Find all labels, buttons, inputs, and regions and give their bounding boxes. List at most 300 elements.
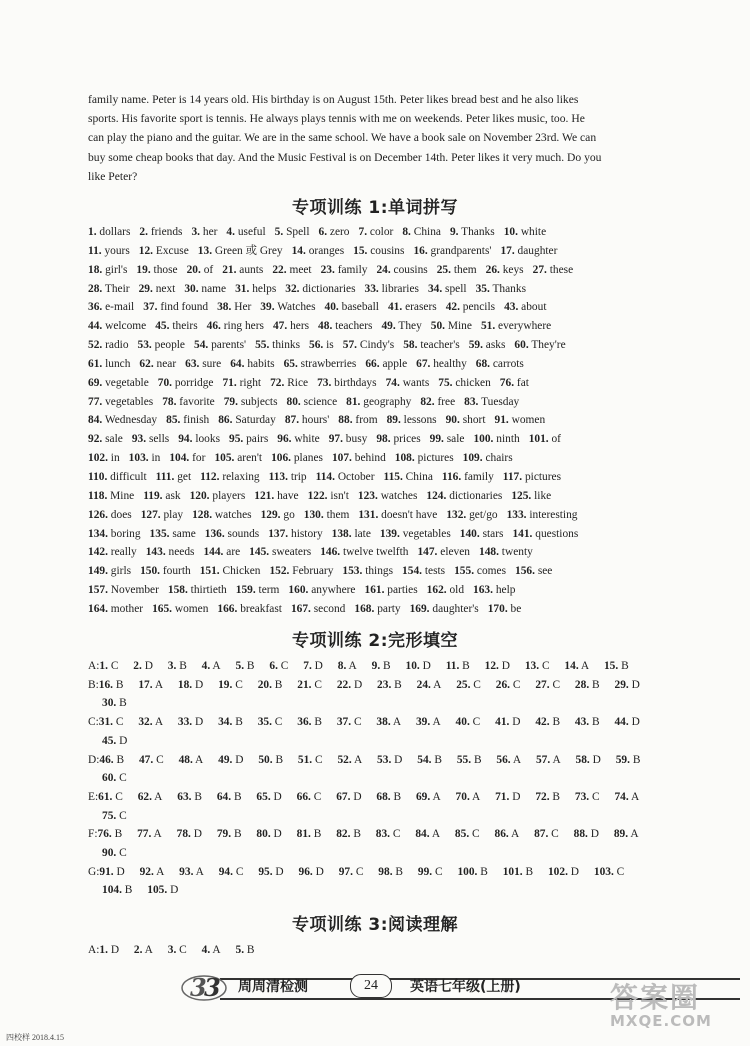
- answer-item: [507, 509, 578, 521]
- choice-number: 68.: [376, 790, 391, 803]
- answer-word: Tuesday: [481, 395, 520, 408]
- answer-word: girls: [110, 565, 132, 578]
- choice-letter: C: [115, 716, 124, 729]
- answer-group: [88, 863, 678, 900]
- answer-item: [185, 358, 221, 370]
- choice-number: 88.: [573, 828, 588, 841]
- choice-item: [99, 866, 124, 878]
- answer-number: 15.: [353, 244, 368, 257]
- answer-word: February: [292, 565, 334, 578]
- answer-word: Wednesday: [104, 414, 158, 427]
- answer-number: 143.: [145, 546, 166, 559]
- choice-number: 57.: [535, 753, 551, 766]
- choice-item: [535, 679, 560, 691]
- answer-number: 150.: [140, 565, 160, 578]
- choice-number: 42.: [535, 716, 550, 729]
- choice-letter: B: [394, 678, 402, 691]
- answer-word: ask: [165, 489, 181, 502]
- answer-number: 168.: [354, 602, 375, 615]
- answer-word: like: [534, 489, 552, 502]
- answer-item: [273, 320, 309, 332]
- answer-number: 68.: [475, 357, 491, 370]
- answer-word: twelve twelfth: [342, 546, 409, 559]
- answer-item: [500, 377, 529, 389]
- choice-item: [297, 791, 322, 803]
- choice-letter: D: [353, 678, 363, 691]
- answer-item: [437, 264, 477, 276]
- answer-item: [463, 452, 513, 464]
- choice-item: [297, 828, 322, 840]
- answer-number: 147.: [417, 546, 438, 559]
- answer-item: [426, 490, 502, 502]
- answer-item: [329, 433, 368, 445]
- answer-word: finish: [183, 414, 210, 427]
- answer-row: [88, 223, 678, 242]
- answer-number: 119.: [143, 489, 163, 502]
- answer-word: chairs: [485, 452, 513, 465]
- answer-item: [319, 226, 350, 238]
- answer-item: [476, 283, 526, 295]
- answer-word: thinks: [272, 339, 301, 352]
- choice-item: [134, 944, 153, 956]
- answer-item: [346, 396, 411, 408]
- answer-item: [88, 301, 134, 313]
- answer-number: 81.: [346, 395, 361, 408]
- footer-book-title: 英语七年级(上册): [410, 979, 521, 995]
- answer-item: [473, 584, 515, 596]
- choice-number: 49.: [218, 753, 233, 766]
- choice-number: 67.: [336, 790, 351, 803]
- answer-word: behind: [354, 452, 386, 465]
- choice-letter: C: [235, 865, 244, 878]
- answer-word: grandparents': [430, 244, 492, 257]
- answer-number: 128.: [192, 508, 213, 521]
- choice-number: 94.: [218, 865, 233, 878]
- choice-item: [298, 754, 323, 766]
- choice-letter: D: [193, 828, 202, 841]
- answer-number: 75.: [438, 376, 453, 389]
- choice-item: [178, 716, 203, 728]
- answer-number: 41.: [387, 301, 403, 314]
- answer-number: 127.: [140, 508, 161, 521]
- answer-word: doesn't have: [381, 508, 438, 521]
- answer-row: [88, 317, 678, 336]
- answer-number: 56.: [309, 339, 324, 352]
- answer-number: 133.: [506, 508, 527, 521]
- answer-item: [420, 396, 455, 408]
- intro-line: like Peter?: [88, 169, 138, 183]
- choice-item: [202, 944, 221, 956]
- choice-item: [337, 716, 362, 728]
- choice-letter: C: [235, 678, 243, 691]
- answer-number: 38.: [217, 301, 232, 314]
- answer-row: [88, 562, 678, 581]
- answer-item: [132, 433, 169, 445]
- answer-word: players: [212, 489, 246, 502]
- choice-letter: B: [434, 753, 442, 766]
- choice-item: [376, 828, 401, 840]
- answer-number: 25.: [436, 263, 451, 276]
- choice-number: 38.: [376, 716, 391, 729]
- answer-item: [358, 509, 437, 521]
- answer-number: 63.: [185, 357, 200, 370]
- choice-item: [406, 660, 431, 672]
- answer-number: 35.: [475, 282, 490, 295]
- answer-number: 10.: [503, 226, 518, 238]
- answer-item: [503, 471, 561, 483]
- answer-item: [88, 339, 129, 351]
- answer-item: [338, 414, 377, 426]
- choice-number: 77.: [137, 828, 152, 841]
- choice-letter: B: [480, 865, 488, 878]
- choice-letter: B: [314, 716, 322, 729]
- answer-word: zero: [329, 226, 350, 238]
- answer-item: [292, 245, 345, 257]
- answer-number: 84.: [88, 414, 103, 427]
- answer-item: [88, 546, 137, 558]
- answer-word: Spell: [286, 226, 310, 238]
- answer-word: next: [155, 282, 176, 295]
- answer-word: yours: [104, 244, 130, 257]
- choice-letter: A: [212, 944, 221, 956]
- choice-item: [614, 716, 639, 728]
- answer-item: [272, 264, 311, 276]
- answer-item: [166, 414, 209, 426]
- answer-number: 130.: [303, 508, 324, 521]
- answer-word: birthdays: [334, 376, 377, 389]
- choice-letter: D: [273, 828, 282, 841]
- choice-item: [575, 791, 600, 803]
- choice-letter: C: [472, 828, 480, 841]
- choice-number: 72.: [535, 790, 550, 803]
- answer-number: 52.: [88, 339, 103, 352]
- answer-number: 90.: [445, 414, 460, 427]
- answer-word: same: [172, 527, 196, 540]
- answer-item: [260, 301, 315, 313]
- answer-item: [321, 264, 368, 276]
- choice-number: 97.: [338, 865, 353, 878]
- answer-item: [332, 528, 371, 540]
- answer-word: subjects: [240, 395, 278, 408]
- answer-number: 167.: [290, 602, 311, 615]
- answer-number: 104.: [169, 452, 190, 465]
- answer-word: have: [277, 489, 299, 502]
- answer-word: breakfast: [240, 602, 282, 615]
- answer-word: Cindy's: [359, 339, 395, 352]
- choice-letter: B: [353, 828, 361, 841]
- choice-letter: A: [353, 753, 363, 766]
- choice-letter: C: [313, 790, 322, 803]
- watermark-line1: 答案圈: [610, 981, 701, 1014]
- answer-item: [88, 528, 141, 540]
- answer-word: mother: [110, 602, 144, 615]
- answer-word: They: [398, 320, 422, 333]
- answer-word: oranges: [308, 244, 345, 257]
- choice-item: [256, 791, 281, 803]
- answer-item: [277, 433, 319, 445]
- choice-number: 59.: [615, 753, 630, 766]
- choice-number: 84.: [415, 828, 430, 841]
- answer-number: 141.: [512, 527, 533, 540]
- answer-word: aren't: [237, 452, 263, 465]
- answer-word: play: [163, 508, 184, 521]
- choice-item: [534, 828, 559, 840]
- answer-word: Their: [104, 282, 130, 295]
- answer-item: [205, 528, 259, 540]
- choice-letter: B: [114, 828, 123, 841]
- answer-item: [88, 490, 134, 502]
- choice-item: [147, 884, 178, 896]
- answer-item: [430, 433, 465, 445]
- answer-item: [169, 452, 205, 464]
- answer-word: really: [110, 546, 137, 559]
- answer-number: 109.: [462, 452, 483, 465]
- choice-number: 27.: [535, 678, 550, 691]
- choice-letter: B: [246, 944, 255, 956]
- choice-letter: B: [525, 865, 534, 878]
- answer-number: 23.: [320, 263, 335, 276]
- choice-number: 74.: [614, 790, 629, 803]
- answer-number: 114.: [315, 470, 335, 483]
- choice-letter: D: [592, 753, 601, 766]
- choice-number: 32.: [138, 716, 153, 729]
- answer-item: [511, 490, 551, 502]
- choice-item: [102, 847, 127, 859]
- answer-item: [88, 509, 132, 521]
- answer-number: 123.: [357, 489, 378, 502]
- answer-number: 64.: [230, 357, 245, 370]
- answer-item: [222, 377, 261, 389]
- answer-word: cousins: [393, 263, 428, 276]
- answer-word: from: [355, 414, 378, 427]
- answer-item: [138, 339, 185, 351]
- answer-item: [88, 452, 120, 464]
- choice-letter: A: [154, 790, 163, 803]
- answer-number: 42.: [445, 301, 460, 314]
- answer-word: family: [464, 470, 494, 483]
- answer-word: about: [521, 301, 547, 314]
- answer-number: 116.: [441, 470, 462, 483]
- choice-number: 45.: [102, 734, 117, 747]
- answer-item: [214, 452, 262, 464]
- answer-item: [515, 565, 552, 577]
- answer-word: stars: [482, 527, 504, 540]
- answer-word: of: [203, 263, 214, 276]
- answer-word: color: [369, 226, 394, 238]
- choice-number: 21.: [297, 678, 312, 691]
- answer-number: 11.: [88, 244, 102, 257]
- choice-number: 58.: [575, 753, 590, 766]
- answer-word: watches: [380, 489, 418, 502]
- choice-item: [564, 660, 589, 672]
- choice-item: [575, 679, 600, 691]
- answer-item: [261, 509, 295, 521]
- choice-letter: C: [541, 660, 550, 672]
- choice-letter: A: [392, 716, 402, 729]
- answer-item: [285, 283, 355, 295]
- choice-letter: C: [110, 660, 119, 672]
- choice-letter: A: [580, 660, 590, 672]
- choice-letter: A: [195, 865, 204, 878]
- choice-number: 85.: [454, 828, 470, 841]
- answer-number: 54.: [194, 339, 209, 352]
- choice-item: [258, 866, 283, 878]
- choice-letter: B: [179, 660, 187, 672]
- answer-item: [139, 226, 182, 238]
- choice-number: 31.: [98, 716, 114, 729]
- choice-item: [495, 828, 520, 840]
- intro-line: sports. His favorite sport is tennis. He always plays tennis with me on weekends. Peter likes music, too. He: [88, 112, 585, 126]
- answer-item: [514, 339, 565, 351]
- choice-item: [219, 866, 244, 878]
- choice-item: [138, 716, 163, 728]
- answer-word: boring: [110, 527, 141, 540]
- choice-item: [376, 791, 401, 803]
- answer-item: [291, 603, 345, 615]
- answer-row: [88, 600, 678, 619]
- answer-item: [427, 584, 464, 596]
- choice-letter: A: [432, 790, 441, 803]
- answer-word: busy: [345, 433, 368, 446]
- choice-item: [179, 754, 204, 766]
- choice-letter: B: [632, 753, 641, 766]
- choice-item: [177, 828, 202, 840]
- choice-letter: C: [119, 847, 127, 860]
- answer-number: 160.: [288, 584, 309, 597]
- choice-number: 8.: [337, 660, 347, 672]
- answer-row: [88, 280, 678, 299]
- answer-number: 156.: [515, 565, 535, 578]
- answer-word: those: [153, 263, 178, 276]
- choice-item: [456, 679, 481, 691]
- answer-item: [386, 377, 430, 389]
- answer-number: 107.: [331, 452, 352, 465]
- answer-item: [203, 546, 240, 558]
- answer-item: [387, 414, 437, 426]
- choice-number: 87.: [534, 828, 549, 841]
- choice-letter: C: [156, 753, 164, 766]
- answer-word: is: [326, 339, 334, 352]
- choice-item: [299, 866, 324, 878]
- answer-word: pictures: [524, 470, 562, 483]
- answer-row: [88, 336, 678, 355]
- choice-letter: B: [552, 716, 561, 729]
- answer-word: Rice: [287, 376, 309, 389]
- answer-number: 78.: [162, 395, 177, 408]
- choice-item: [102, 772, 127, 784]
- answer-item: [320, 546, 408, 558]
- choice-item: [377, 679, 402, 691]
- answer-word: carrots: [492, 357, 524, 370]
- answer-number: 132.: [446, 508, 467, 521]
- answer-item: [454, 565, 506, 577]
- choice-item: [503, 866, 533, 878]
- logo-icon: [180, 972, 228, 1002]
- answer-number: 73.: [317, 376, 332, 389]
- answer-number: 85.: [166, 414, 181, 427]
- answer-row: [88, 374, 678, 393]
- choice-letter: D: [144, 660, 153, 672]
- choice-number: 15.: [603, 660, 619, 672]
- choice-letter: C: [315, 753, 323, 766]
- answer-number: 58.: [403, 339, 418, 352]
- answer-word: keys: [502, 263, 524, 276]
- choice-letter: D: [631, 716, 640, 729]
- answer-item: [88, 584, 159, 596]
- answer-number: 94.: [178, 433, 193, 446]
- answer-row: [88, 298, 678, 317]
- answer-word: in: [151, 452, 161, 465]
- choice-number: 18.: [177, 678, 193, 691]
- choice-number: 30.: [102, 697, 117, 710]
- answer-group: [88, 751, 678, 788]
- answer-item: [192, 509, 251, 521]
- choice-number: 92.: [139, 865, 154, 878]
- group-label: C:: [88, 716, 99, 729]
- choice-item: [418, 866, 443, 878]
- answer-word: twenty: [501, 546, 533, 559]
- answer-word: free: [437, 395, 456, 408]
- answer-item: [359, 226, 394, 238]
- spelling-answers: [88, 223, 678, 619]
- choice-number: 51.: [297, 753, 313, 766]
- answer-number: 91.: [494, 414, 509, 427]
- choice-number: 12.: [484, 660, 499, 672]
- answer-word: Saturday: [235, 414, 276, 427]
- answer-item: [190, 490, 246, 502]
- answer-number: 24.: [376, 263, 391, 276]
- choice-item: [455, 828, 480, 840]
- answer-word: science: [303, 395, 338, 408]
- footer-series-name: 周周清检测: [238, 979, 308, 995]
- choice-item: [535, 791, 560, 803]
- answer-number: 102.: [88, 452, 108, 465]
- choice-number: 104.: [102, 884, 122, 897]
- answer-item: [217, 603, 282, 615]
- choice-letter: C: [473, 678, 481, 691]
- group-label: G:: [88, 865, 100, 878]
- answer-item: [288, 584, 355, 596]
- answer-word: short: [462, 414, 486, 427]
- choice-number: 52.: [337, 753, 352, 766]
- answer-item: [304, 509, 350, 521]
- answer-item: [446, 301, 495, 313]
- choice-item: [616, 754, 641, 766]
- answer-word: for: [192, 452, 206, 465]
- answer-number: 122.: [307, 489, 328, 502]
- answer-word: pairs: [246, 433, 269, 446]
- choice-letter: A: [195, 753, 204, 766]
- answer-word: aunts: [239, 263, 264, 276]
- answer-word: old: [449, 584, 465, 597]
- answer-item: [269, 565, 333, 577]
- choice-item: [139, 754, 164, 766]
- answer-word: difficult: [110, 470, 147, 483]
- answer-number: 34.: [427, 282, 443, 295]
- choice-number: 46.: [99, 753, 114, 766]
- choice-number: 9.: [371, 660, 381, 672]
- choice-item: [378, 866, 403, 878]
- answer-word: right: [239, 376, 262, 389]
- answer-number: 95.: [229, 433, 244, 446]
- choice-item: [179, 866, 204, 878]
- answer-word: ninth: [496, 433, 520, 446]
- answer-number: 166.: [217, 602, 238, 615]
- answer-item: [431, 320, 472, 332]
- choice-number: 95.: [258, 865, 273, 878]
- answer-number: 27.: [532, 263, 547, 276]
- answer-word: women: [174, 602, 209, 615]
